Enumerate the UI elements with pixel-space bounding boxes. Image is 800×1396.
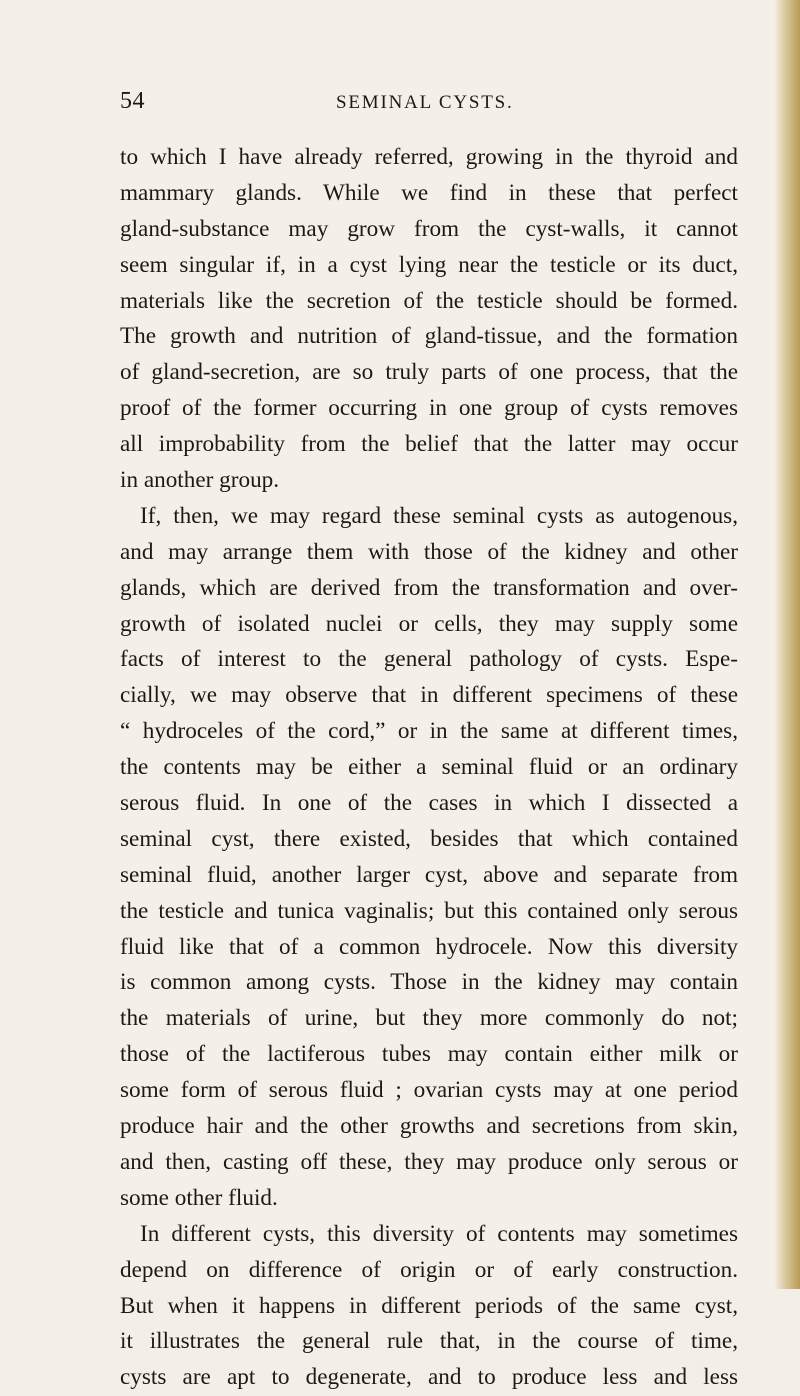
text-line: cysts are apt to degenerate, and to produce less and less	[120, 1364, 738, 1391]
text-line: serous fluid. In one of the cases in which I dissected a	[120, 790, 738, 817]
text-line: seminal fluid, another larger cyst, above and separate from	[120, 861, 738, 888]
text-line: the materials of urine, but they more commonly do not;	[120, 1005, 738, 1032]
text-line: The growth and nutrition of gland-tissue, and the formation	[120, 323, 738, 350]
running-title: SEMINAL CYSTS.	[336, 92, 514, 113]
text-line: and may arrange them with those of the kidney and other	[120, 538, 738, 565]
text-line: mammary glands. While we find in these that perfect	[120, 179, 738, 206]
text-line: facts of interest to the general pathology of cysts. Espe-	[120, 646, 738, 673]
text-line: In different cysts, this diversity of contents may sometimes	[140, 1220, 738, 1247]
text-line: produce hair and the other growths and secretions from skin,	[120, 1113, 738, 1140]
text-line: gland-substance may grow from the cyst-walls, it cannot	[120, 215, 738, 242]
text-line: But when it happens in different periods of the same cyst,	[120, 1292, 738, 1319]
text-line: “ hydroceles of the cord,” or in the same at different times,	[120, 718, 738, 745]
text-line: cially, we may observe that in different specimens of these	[120, 682, 738, 709]
text-line: seminal cyst, there existed, besides that which contained	[120, 825, 738, 852]
text-line: it illustrates the general rule that, in the course of time,	[120, 1328, 738, 1355]
text-line: If, then, we may regard these seminal cysts as autogenous,	[140, 502, 738, 529]
text-line: all improbability from the belief that the latter may occur	[120, 431, 738, 458]
text-line: proof of the former occurring in one group of cysts removes	[120, 395, 738, 422]
text-line: of gland-secretion, are so truly parts of one process, that the	[120, 359, 738, 386]
text-line: glands, which are derived from the transformation and over-	[120, 574, 738, 601]
text-line: seem singular if, in a cyst lying near the testicle or its duct,	[120, 251, 738, 278]
text-line: some form of serous fluid ; ovarian cysts may at one period	[120, 1077, 738, 1104]
text-line: materials like the secretion of the testicle should be formed.	[120, 287, 738, 314]
text-line: to which I have already referred, growing in the thyroid and	[120, 144, 738, 170]
text-line: is common among cysts. Those in the kidney may contain	[120, 969, 738, 996]
page-number: 54	[120, 88, 145, 114]
body-text	[120, 140, 738, 1396]
text-line: depend on difference of origin or of early construction.	[120, 1256, 738, 1283]
text-line: those of the lactiferous tubes may contain either milk or	[120, 1041, 738, 1068]
text-line: the contents may be either a seminal fluid or an ordinary	[120, 754, 738, 781]
page-header	[120, 88, 730, 118]
text-line: some other fluid.	[120, 1184, 278, 1211]
page-edge-shading	[774, 0, 800, 1289]
text-line: in another group.	[120, 467, 280, 494]
text-line: growth of isolated nuclei or cells, they may supply some	[120, 610, 738, 637]
text-line: and then, casting off these, they may produce only serous or	[120, 1148, 738, 1175]
text-line: fluid like that of a common hydrocele. Now this diversity	[120, 933, 738, 960]
text-line: the testicle and tunica vaginalis; but this contained only serous	[120, 897, 738, 924]
